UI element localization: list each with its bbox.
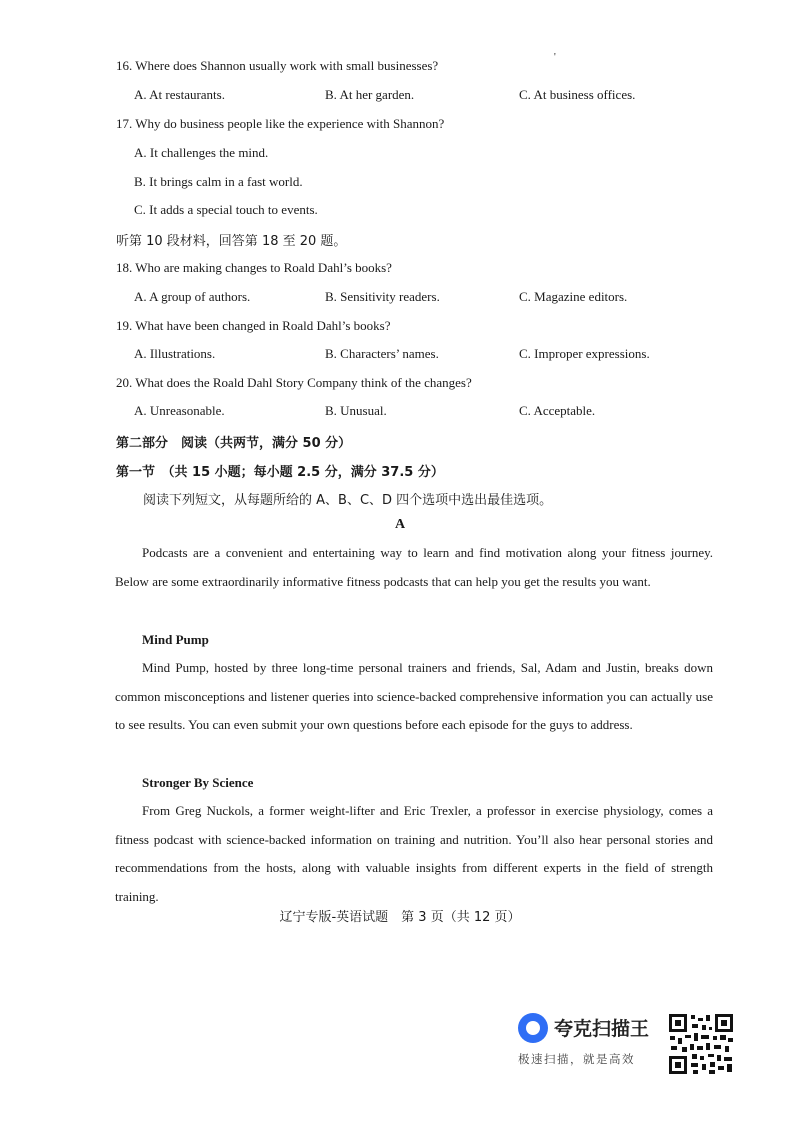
option-18b: B. Sensitivity readers.	[325, 289, 440, 304]
option-18c: C. Magazine editors.	[519, 289, 628, 304]
option-19b: B. Characters’ names.	[325, 346, 439, 361]
question-17: 17. Why do business people like the experience with Shannon?	[116, 116, 445, 131]
podcast-desc-stronger-by-science: From Greg Nuckols, a former weight-lifter and Eric Trexler, a professor in exercise physiology, comes a fitness podcast with science-backed information on training and nutrition. You’ll also hear personal stories and recommendations from the hosts, along with valuable insights from different experts in the field of strength training.	[115, 803, 713, 904]
question-19: 19. What have been changed in Roald Dahl’s books?	[116, 318, 391, 333]
intro-paragraph: Podcasts are a convenient and entertaining way to learn and find motivation along your fitness journey. Below are some extraordinarily informative fitness podcasts that can help you get the results you want.	[115, 545, 713, 589]
question-16: 16. Where does Shannon usually work with small businesses?	[116, 58, 439, 73]
option-18a: A. A group of authors.	[134, 289, 251, 304]
option-16b: B. At her garden.	[325, 87, 415, 102]
option-16c: C. At business offices.	[519, 87, 636, 102]
question-18: 18. Who are making changes to Roald Dahl’s books?	[116, 260, 392, 275]
option-19a: A. Illustrations.	[134, 346, 216, 361]
question-20: 20. What does the Roald Dahl Story Company think of the changes?	[116, 375, 472, 390]
podcast-title-stronger-by-science: Stronger By Science	[142, 775, 254, 790]
quark-logo-icon	[518, 1013, 548, 1043]
instruction-material-10: 听第 10 段材料，回答第 18 至 20 题。	[116, 234, 347, 249]
passage-letter: A	[394, 517, 406, 532]
option-17c: C. It adds a special touch to events.	[134, 202, 318, 217]
option-20a: A. Unreasonable.	[134, 403, 225, 418]
page-footer: 辽宁专版-英语试题 第 3 页（共 12 页）	[279, 910, 521, 925]
option-20c: C. Acceptable.	[519, 403, 596, 418]
scanner-watermark	[518, 1013, 742, 1075]
part2-title: 第二部分 阅读（共两节，满分 50 分）	[116, 436, 352, 451]
podcast-title-mind-pump: Mind Pump	[142, 632, 209, 647]
watermark-title: 夸克扫描王	[554, 1018, 650, 1040]
option-17a: A. It challenges the mind.	[134, 145, 269, 160]
speck: '	[554, 52, 556, 63]
option-17b: B. It brings calm in a fast world.	[134, 174, 303, 189]
section1-title: 第一节 （共 15 小题；每小题 2.5 分，满分 37.5 分）	[116, 465, 444, 480]
section1-instruction: 阅读下列短文，从每题所给的 A、B、C、D 四个选项中选出最佳选项。	[143, 493, 553, 508]
option-16a: A. At restaurants.	[134, 87, 225, 102]
option-19c: C. Improper expressions.	[519, 346, 650, 361]
option-20b: B. Unusual.	[325, 403, 387, 418]
qr-code-icon	[668, 1013, 734, 1075]
podcast-desc-mind-pump: Mind Pump, hosted by three long-time personal trainers and friends, Sal, Adam and Justin, breaks down common misconceptions and listener queries into science-backed comprehensive information you can actually use to see results. You can even submit your own questions before each episode for the guys to address.	[115, 660, 713, 732]
watermark-subtitle: 极速扫描，就是高效	[518, 1052, 635, 1066]
